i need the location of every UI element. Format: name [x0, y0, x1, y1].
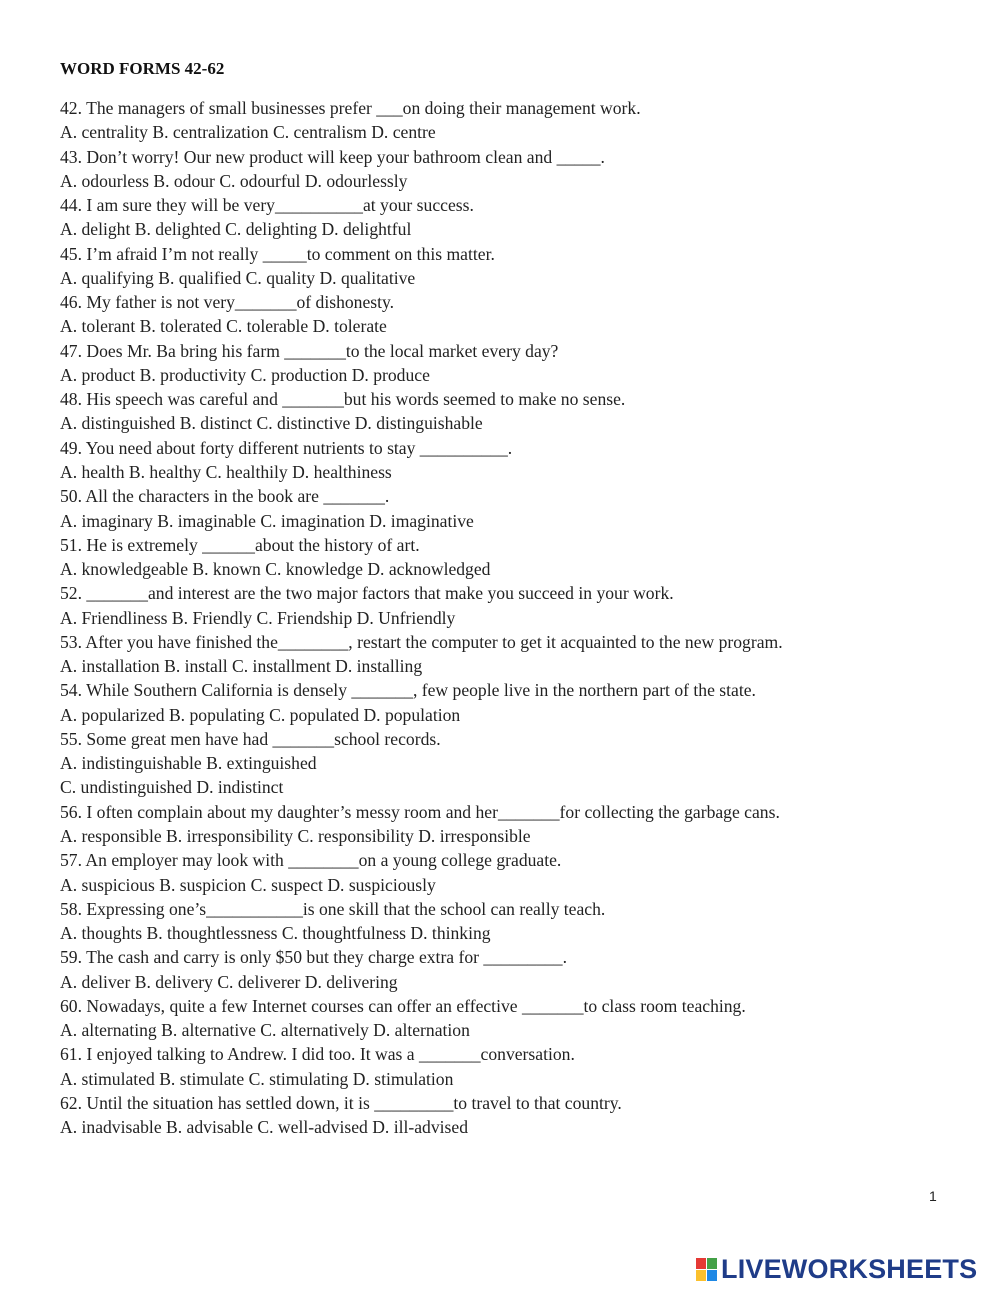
question-text: 56. I often complain about my daughter’s messy room and her_______for collecting the garbage cans. [60, 801, 780, 822]
answer-options: A. odourless B. odour C. odourful D. odourlessly [60, 170, 408, 191]
answer-options: A. centrality B. centralization C. centralism D. centre [60, 122, 436, 143]
logo-mark-icon [696, 1258, 718, 1282]
question-text: 42. The managers of small businesses prefer ___on doing their management work. [60, 98, 641, 118]
answer-options: A. qualifying B. qualified C. quality D. qualitative [60, 267, 416, 288]
question-text: 52. _______and interest are the two major factors that make you succeed in your work. [60, 583, 674, 604]
answer-options: A. deliver B. delivery C. deliverer D. delivering [60, 971, 398, 992]
question-text: 59. The cash and carry is only $50 but they charge extra for _________. [60, 947, 567, 968]
question-text: 60. Nowadays, quite a few Internet courses can offer an effective _______to class room teaching. [60, 995, 746, 1016]
question-text: 50. All the characters in the book are _______. [60, 486, 390, 507]
answer-options: A. inadvisable B. advisable C. well-advised D. ill-advised [60, 1117, 468, 1138]
page-number: 1 [929, 1188, 937, 1204]
logo-text: LIVEWORKSHEETS [721, 1254, 978, 1284]
answer-options: A. alternating B. alternative C. alternatively D. alternation [60, 1020, 470, 1041]
question-text: 49. You need about forty different nutrients to stay __________. [60, 437, 513, 458]
answer-options: A. distinguished B. distinct C. distinctive D. distinguishable [60, 413, 483, 434]
answer-options: A. Friendliness B. Friendly C. Friendship D. Unfriendly [60, 607, 456, 628]
answer-options: A. installation B. install C. installment D. installing [60, 656, 423, 677]
liveworksheets-logo [696, 1254, 977, 1285]
answer-options: A. delight B. delighted C. delighting D. delightful [60, 219, 412, 240]
answer-options: A. product B. productivity C. production D. produce [60, 364, 430, 385]
page-title: WORD FORMS 42-62 [60, 59, 225, 78]
answer-options: A. indistinguishable B. extinguished [60, 753, 317, 774]
question-text: 48. His speech was careful and _______but his words seemed to make no sense. [60, 389, 626, 410]
answer-options: C. undistinguished D. indistinct [60, 777, 284, 798]
question-text: 57. An employer may look with ________on a young college graduate. [60, 850, 562, 871]
question-text: 55. Some great men have had _______school records. [60, 728, 441, 749]
answer-options: A. imaginary B. imaginable C. imagination D. imaginative [60, 510, 474, 531]
answer-options: A. stimulated B. stimulate C. stimulating D. stimulation [60, 1068, 454, 1089]
question-text: 43. Don’t worry! Our new product will keep your bathroom clean and _____. [60, 146, 605, 167]
question-text: 47. Does Mr. Ba bring his farm _______to the local market every day? [60, 340, 559, 361]
question-text: 61. I enjoyed talking to Andrew. I did too. It was a _______conversation. [60, 1044, 575, 1065]
answer-options: A. responsible B. irresponsibility C. responsibility D. irresponsible [60, 825, 531, 846]
question-list [60, 96, 960, 1139]
answer-options: A. popularized B. populating C. populated D. population [60, 704, 461, 725]
answer-options: A. suspicious B. suspicion C. suspect D. suspiciously [60, 874, 436, 895]
question-text: 45. I’m afraid I’m not really _____to comment on this matter. [60, 243, 495, 264]
answer-options: A. health B. healthy C. healthily D. healthiness [60, 461, 392, 482]
question-text: 46. My father is not very_______of dishonesty. [60, 292, 395, 313]
answer-options: A. tolerant B. tolerated C. tolerable D. tolerate [60, 316, 387, 337]
question-text: 53. After you have finished the________, restart the computer to get it acquainted to the new program. [60, 631, 783, 652]
question-text: 58. Expressing one’s___________is one skill that the school can really teach. [60, 898, 606, 919]
question-text: 62. Until the situation has settled down, it is _________to travel to that country. [60, 1092, 622, 1113]
answer-options: A. thoughts B. thoughtlessness C. thoughtfulness D. thinking [60, 923, 491, 944]
question-text: 44. I am sure they will be very__________at your success. [60, 195, 474, 216]
question-text: 54. While Southern California is densely _______, few people live in the northern part of the state. [60, 680, 756, 701]
question-text: 51. He is extremely ______about the history of art. [60, 534, 420, 555]
answer-options: A. knowledgeable B. known C. knowledge D. acknowledged [60, 559, 491, 580]
